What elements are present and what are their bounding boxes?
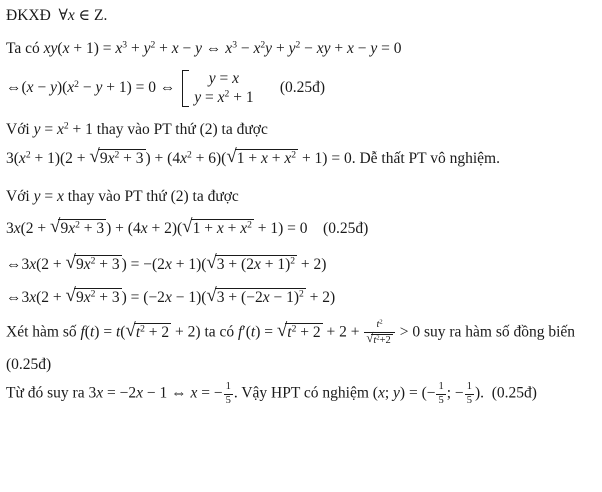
math-variable: y bbox=[393, 385, 400, 403]
sqrt-expression bbox=[65, 284, 122, 307]
cases-rows bbox=[189, 70, 253, 107]
superscript: 2 bbox=[25, 149, 31, 161]
text-run: (2 + bbox=[36, 288, 66, 306]
equation-expand-line bbox=[6, 40, 596, 58]
text-run: 1 + bbox=[192, 220, 217, 238]
sqrt-expression bbox=[125, 319, 171, 342]
text-run: ( bbox=[84, 323, 90, 341]
math-variable: x bbox=[13, 220, 21, 238]
text-run: 9 bbox=[75, 288, 84, 306]
text-run: + bbox=[127, 40, 144, 57]
math-variable: x bbox=[107, 150, 115, 167]
text-run: ) = (− bbox=[399, 385, 436, 403]
superscript: 2 bbox=[140, 323, 145, 335]
superscript: 2 bbox=[224, 88, 230, 100]
math-variable: y bbox=[208, 70, 216, 87]
superscript: 2 bbox=[379, 318, 383, 326]
math-variable: x bbox=[136, 385, 143, 403]
text-run: = 0 bbox=[377, 40, 402, 57]
math-variable: x bbox=[68, 220, 76, 238]
math-variable: t bbox=[115, 323, 121, 341]
math-variable: x bbox=[190, 385, 198, 403]
text-run: ) = bbox=[255, 323, 277, 341]
math-variable: x bbox=[225, 40, 233, 57]
math-variable: x bbox=[180, 150, 187, 167]
math-variable: x bbox=[347, 40, 354, 57]
text-run: + bbox=[267, 150, 285, 167]
sqrt-expression bbox=[366, 330, 392, 347]
math-variable: x bbox=[377, 385, 385, 403]
text-run: + 1 bbox=[229, 89, 254, 106]
superscript: 2 bbox=[74, 78, 79, 90]
math-variable: x bbox=[284, 150, 292, 167]
math-variable: x bbox=[26, 79, 34, 97]
subst-y-x-line bbox=[6, 188, 596, 206]
superscript: 2 bbox=[186, 149, 192, 161]
text-run: 9 bbox=[75, 255, 84, 273]
text-run: ) + (4 bbox=[145, 150, 181, 167]
text-run: ′( bbox=[242, 323, 251, 341]
text-run: + 3 bbox=[95, 255, 120, 273]
denominator bbox=[224, 394, 233, 408]
math-variable: x bbox=[18, 150, 26, 167]
denominator bbox=[436, 394, 445, 408]
text-run: − bbox=[300, 40, 317, 57]
text-run: (0.25đ) bbox=[6, 356, 52, 374]
numerator bbox=[374, 319, 384, 332]
text-run: − bbox=[33, 79, 51, 97]
radicand bbox=[215, 255, 297, 274]
text-run: + 2) ta có bbox=[171, 323, 239, 341]
fraction bbox=[436, 381, 445, 407]
math-variable: x bbox=[67, 7, 75, 24]
text-run: + bbox=[272, 40, 289, 57]
math-variable: x bbox=[240, 220, 248, 238]
radicand bbox=[74, 288, 122, 307]
left-square-bracket-icon bbox=[182, 70, 189, 107]
math-variable: f bbox=[80, 323, 85, 341]
text-run: + 1) = 0 ⇔ bbox=[102, 79, 180, 97]
sqrt-expression bbox=[206, 251, 297, 274]
text-run: + 2 + bbox=[322, 323, 364, 341]
math-variable: y bbox=[143, 40, 151, 57]
sqrt-expression bbox=[226, 146, 298, 168]
text-run: = −2 bbox=[103, 385, 137, 403]
superscript: 2 bbox=[63, 120, 69, 132]
text-run: ) = −(2 bbox=[121, 255, 165, 273]
text-run: + 1) = 0. Dễ thất PT vô nghiệm. bbox=[298, 150, 500, 167]
radicand bbox=[215, 288, 306, 307]
text-run: = bbox=[215, 70, 233, 87]
text-run: ( bbox=[57, 40, 63, 57]
math-variable: x bbox=[83, 288, 91, 306]
radicand bbox=[74, 255, 122, 274]
text-run: + bbox=[330, 40, 348, 57]
math-variable: y bbox=[288, 40, 296, 57]
text-run: ∈ Z. bbox=[74, 7, 108, 24]
text-run: 5 bbox=[438, 395, 444, 407]
text-run: ĐKXĐ ∀ bbox=[6, 7, 68, 24]
text-run: ) = (−2 bbox=[121, 288, 165, 306]
text-run: ) + (4 bbox=[106, 220, 141, 238]
dkxd-line bbox=[6, 6, 596, 25]
text-run: + 1)( bbox=[171, 255, 207, 273]
score-line bbox=[6, 356, 596, 374]
superscript: 2 bbox=[260, 39, 266, 51]
numerator bbox=[436, 381, 445, 394]
text-run: + 2 bbox=[296, 323, 321, 341]
text-run: + 2 bbox=[144, 323, 170, 341]
text-run: + 1 thay vào PT thứ (2) ta được bbox=[68, 121, 268, 138]
radical-icon: √ bbox=[65, 284, 76, 306]
radicand bbox=[58, 219, 106, 238]
radical-icon: √ bbox=[89, 146, 100, 167]
math-variable: y bbox=[50, 79, 57, 97]
fraction bbox=[224, 381, 233, 407]
text-run: (0.25đ) bbox=[256, 79, 326, 97]
math-variable: x bbox=[96, 385, 104, 403]
text-run: = − bbox=[197, 385, 223, 403]
text-run: ⇔( bbox=[6, 79, 27, 97]
math-variable: y bbox=[33, 121, 41, 138]
text-run: ) = bbox=[94, 323, 116, 341]
superscript: 2 bbox=[90, 288, 96, 300]
radicand bbox=[285, 323, 322, 342]
math-variable: x bbox=[216, 220, 224, 238]
text-run: = bbox=[201, 89, 218, 106]
text-run: Xét hàm số bbox=[6, 323, 81, 341]
numerator bbox=[224, 381, 233, 394]
text-run: − bbox=[236, 40, 254, 57]
text-run: +2 bbox=[379, 334, 391, 346]
superscript: 2 bbox=[291, 323, 297, 335]
superscript: 2 bbox=[150, 39, 156, 51]
superscript: 2 bbox=[290, 255, 296, 267]
text-run: > 0 suy ra hàm số đồng biến bbox=[395, 323, 576, 341]
text-run: 1 + bbox=[236, 150, 261, 167]
superscript: 2 bbox=[291, 149, 297, 161]
math-variable: y bbox=[265, 40, 273, 57]
math-variable: y bbox=[194, 89, 202, 106]
math-variable: xy bbox=[43, 40, 58, 57]
text-run: Với bbox=[6, 121, 34, 138]
math-variable: x bbox=[67, 79, 75, 97]
cases-group bbox=[182, 70, 253, 107]
superscript: 2 bbox=[247, 220, 252, 231]
text-run: 3( bbox=[6, 150, 19, 167]
conclusion-line bbox=[6, 381, 596, 407]
math-variable: x bbox=[29, 288, 37, 306]
subst-y-x2-line bbox=[6, 121, 596, 139]
text-run: − 1) bbox=[269, 288, 299, 306]
text-run: 5 bbox=[225, 395, 231, 407]
math-variable: x bbox=[253, 40, 261, 57]
math-variable: x bbox=[140, 220, 148, 238]
case-row bbox=[209, 70, 239, 88]
math-variable: x bbox=[62, 40, 70, 57]
function-analysis-line bbox=[6, 319, 596, 347]
text-run: + 2) bbox=[297, 255, 327, 273]
text-run: ). (0.25đ) bbox=[474, 385, 537, 403]
text-run: ⇔ bbox=[202, 40, 226, 57]
denominator bbox=[465, 394, 474, 408]
fraction bbox=[465, 381, 474, 407]
math-variable: x bbox=[115, 40, 123, 57]
math-variable: x bbox=[164, 288, 172, 306]
radical-icon: √ bbox=[276, 319, 288, 341]
text-run: ⇔3 bbox=[6, 255, 30, 273]
text-run: + 1) = bbox=[69, 40, 116, 57]
math-variable: t bbox=[250, 323, 256, 341]
math-variable: t bbox=[376, 319, 380, 331]
text-run: 1 bbox=[225, 381, 231, 393]
math-variable: x bbox=[29, 255, 37, 273]
denominator bbox=[364, 332, 394, 348]
radical-icon: √ bbox=[50, 216, 61, 238]
text-run: + bbox=[223, 220, 241, 238]
text-run: + 1) bbox=[260, 255, 291, 273]
text-run: ; bbox=[384, 385, 394, 403]
radicand bbox=[191, 219, 254, 238]
math-variable: x bbox=[262, 288, 270, 306]
text-run: (2 + bbox=[20, 220, 51, 238]
text-run: Với bbox=[6, 188, 34, 206]
text-run: + 1) = 0 (0.25đ) bbox=[253, 220, 369, 238]
text-run: Ta có bbox=[6, 40, 44, 57]
text-run: ; − bbox=[446, 385, 464, 403]
superscript: 3 bbox=[122, 39, 128, 51]
radicand bbox=[235, 149, 298, 168]
math-variable: t bbox=[89, 323, 95, 341]
math-variable: t bbox=[135, 323, 141, 341]
text-run: = bbox=[40, 188, 57, 206]
superscript: 2 bbox=[75, 220, 80, 231]
sqrt-expression bbox=[50, 216, 106, 238]
math-variable: x bbox=[260, 150, 268, 167]
text-run: 3 + (−2 bbox=[216, 288, 263, 306]
equiv-line-1 bbox=[6, 251, 596, 274]
text-run: + 2)( bbox=[147, 220, 183, 238]
text-run: 1 bbox=[466, 381, 472, 393]
text-run: + bbox=[155, 40, 172, 57]
sqrt-expression bbox=[89, 146, 145, 168]
no-solution-line bbox=[6, 146, 596, 168]
text-run: 9 bbox=[60, 220, 69, 238]
math-variable: f bbox=[238, 323, 243, 341]
math-variable: y bbox=[195, 40, 203, 57]
text-run: + 6)( bbox=[191, 150, 227, 167]
math-variable: x bbox=[217, 89, 225, 106]
text-run: + 1)(2 + bbox=[30, 150, 90, 167]
math-variable: t bbox=[373, 334, 377, 346]
radical-icon: √ bbox=[226, 146, 237, 167]
superscript: 2 bbox=[90, 255, 96, 267]
radical-icon: √ bbox=[206, 284, 217, 306]
equation-score-line bbox=[6, 216, 596, 238]
text-run: 1 bbox=[438, 381, 444, 393]
text-run: 3 bbox=[6, 220, 14, 238]
radicand bbox=[98, 149, 146, 168]
math-variable: x bbox=[56, 121, 64, 138]
math-variable: x bbox=[232, 70, 240, 87]
sqrt-expression bbox=[182, 216, 254, 238]
text-run: + 3 bbox=[95, 288, 120, 306]
radical-icon: √ bbox=[366, 330, 374, 345]
text-run: + 3 bbox=[119, 150, 144, 167]
superscript: 2 bbox=[376, 334, 380, 342]
radical-icon: √ bbox=[182, 216, 193, 238]
math-variable: x bbox=[164, 255, 172, 273]
math-variable: y bbox=[370, 40, 378, 57]
case-row bbox=[194, 89, 253, 107]
text-run: + 2) bbox=[305, 288, 336, 306]
sqrt-expression bbox=[65, 251, 122, 274]
text-run: Từ đó suy ra 3 bbox=[6, 385, 97, 403]
math-variable: t bbox=[287, 323, 292, 341]
fraction bbox=[364, 319, 394, 347]
math-variable: x bbox=[56, 188, 64, 206]
radical-icon: √ bbox=[206, 251, 217, 273]
text-run: (2 + bbox=[36, 255, 66, 273]
superscript: 2 bbox=[114, 149, 120, 161]
text-run: − bbox=[78, 79, 96, 97]
math-variable: x bbox=[253, 255, 261, 273]
radical-icon: √ bbox=[125, 319, 136, 341]
superscript: 3 bbox=[232, 39, 237, 51]
text-run: − 1 ⇔ bbox=[142, 385, 191, 403]
sqrt-expression bbox=[206, 284, 305, 307]
equiv-line-2 bbox=[6, 284, 596, 307]
text-run: ⇔3 bbox=[6, 288, 30, 306]
text-run: − bbox=[178, 40, 196, 57]
text-run: . Vậy HPT có nghiệm ( bbox=[233, 385, 378, 403]
radical-icon: √ bbox=[65, 251, 76, 273]
math-variable: x bbox=[83, 255, 91, 273]
superscript: 2 bbox=[299, 288, 304, 300]
math-variable: x bbox=[171, 40, 179, 57]
math-variable: xy bbox=[316, 40, 331, 57]
text-run: = bbox=[40, 121, 57, 138]
text-run: 3 + (2 bbox=[216, 255, 254, 273]
superscript: 2 bbox=[295, 39, 301, 51]
radicand bbox=[371, 334, 392, 347]
text-run: thay vào PT thứ (2) ta được bbox=[63, 188, 239, 206]
text-run: ( bbox=[120, 323, 126, 341]
text-run: 5 bbox=[466, 395, 472, 407]
math-variable: y bbox=[33, 188, 41, 206]
sqrt-expression bbox=[276, 319, 323, 342]
text-run: − bbox=[353, 40, 371, 57]
text-run: 9 bbox=[99, 150, 108, 167]
text-run: − 1)( bbox=[171, 288, 207, 306]
text-run: + 3 bbox=[79, 220, 105, 238]
factor-cases-line bbox=[6, 70, 596, 107]
math-variable: y bbox=[95, 79, 103, 97]
numerator bbox=[465, 381, 474, 394]
radicand bbox=[134, 323, 171, 342]
text-run: )( bbox=[56, 79, 68, 97]
